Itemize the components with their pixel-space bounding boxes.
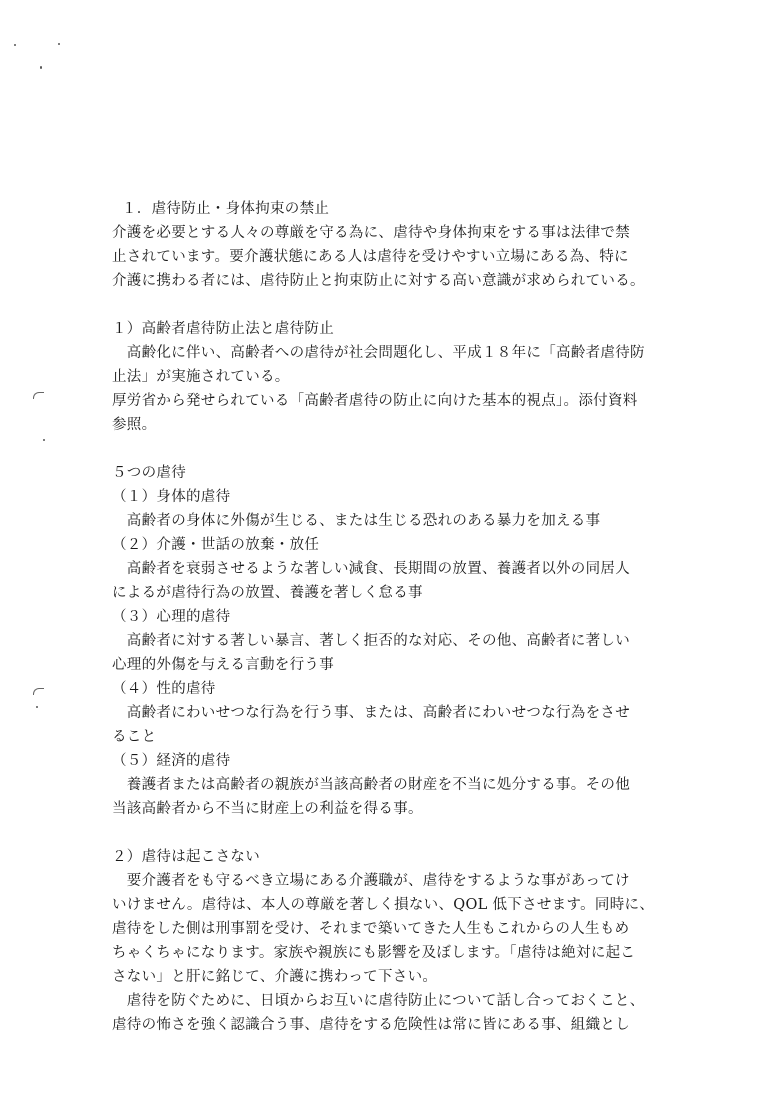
paragraph-line: 心理的外傷を与える言動を行う事 [112, 657, 334, 673]
paragraph-line: 高齢者の身体に外傷が生じる、または生じる恐れのある暴力を加える事 [112, 513, 601, 529]
subsection-1-heading: １）高齢者虐待防止法と虐待防止 [112, 321, 334, 337]
paragraph-line: 介護を必要とする人々の尊厳を守る為に、虐待や身体拘束をする事は法律で禁 [112, 225, 630, 241]
paragraph-line: 高齢化に伴い、高齢者への虐待が社会問題化し、平成１８年に「高齢者虐待防 [112, 345, 645, 361]
type-4-heading: （４）性的虐待 [112, 681, 216, 697]
paragraph-line: ること [112, 729, 157, 745]
paragraph-line: 厚労省から発せられている「高齢者虐待の防止に向けた基本的視点」。添付資料 [112, 393, 638, 409]
paragraph-line: 虐待をした側は刑事罰を受け、それまで築いてきた人生もこれからの人生もめ [112, 921, 630, 937]
paragraph-line: ちゃくちゃになります。家族や親族にも影響を及ぼします。「虐待は絶対に起こ [112, 945, 636, 961]
paragraph-line: 参照。 [112, 417, 157, 433]
paragraph-line: 当該高齢者から不当に財産上の利益を得る事。 [112, 801, 423, 817]
scan-speck [14, 44, 16, 46]
subsection-2-heading: ２）虐待は起こさない [112, 849, 260, 865]
paragraph-line: 高齢者に対する著しい暴言、著しく拒否的な対応、その他、高齢者に著しい [112, 633, 630, 649]
paragraph-line: 養護者または高齢者の親族が当該高齢者の財産を不当に処分する事。その他 [112, 777, 630, 793]
paragraph-line: 止法」が実施されている。 [112, 369, 290, 385]
scan-mark [33, 688, 44, 695]
section-1-heading: １．虐待防止・身体拘束の禁止 [122, 201, 330, 217]
paragraph-line: 高齢者を衰弱させるような著しい減食、長期間の放置、養護者以外の同居人 [112, 561, 630, 577]
type-2-heading: （２）介護・世話の放棄・放任 [112, 537, 320, 553]
scan-speck [43, 439, 45, 441]
paragraph-line: さない」と肝に銘じて、介護に携わって下さい。 [112, 969, 438, 985]
scan-speck [40, 66, 42, 69]
paragraph-line: 要介護者をも守るべき立場にある介護職が、虐待をするような事があってけ [112, 873, 630, 889]
paragraph-line: によるが虐待行為の放置、養護を著しく怠る事 [112, 585, 423, 601]
type-1-heading: （１）身体的虐待 [112, 489, 231, 505]
document-body [112, 197, 660, 1037]
paragraph-line: 介護に携わる者には、虐待防止と拘束防止に対する高い意識が求められている。 [112, 273, 645, 289]
type-3-heading: （３）心理的虐待 [112, 609, 231, 625]
scan-mark [33, 392, 44, 399]
paragraph-line: 虐待の怖さを強く認識合う事、虐待をする危険性は常に皆にある事、組織とし [112, 1017, 630, 1033]
five-types-heading: ５つの虐待 [112, 465, 186, 481]
type-5-heading: （５）経済的虐待 [112, 753, 231, 769]
paragraph-line: 虐待を防ぐために、日頃からお互いに虐待防止について話し合っておくこと、 [112, 993, 645, 1009]
scan-speck [36, 706, 38, 708]
paragraph-line: 高齢者にわいせつな行為を行う事、または、高齢者にわいせつな行為をさせ [112, 705, 630, 721]
paragraph-line: 止されています。要介護状態にある人は虐待を受けやすい立場にある為、特に [112, 249, 629, 265]
paragraph-line: いけません。虐待は、本人の尊厳を著しく損ない、QOL 低下させます。同時に、 [112, 897, 655, 913]
scan-speck [58, 43, 60, 45]
